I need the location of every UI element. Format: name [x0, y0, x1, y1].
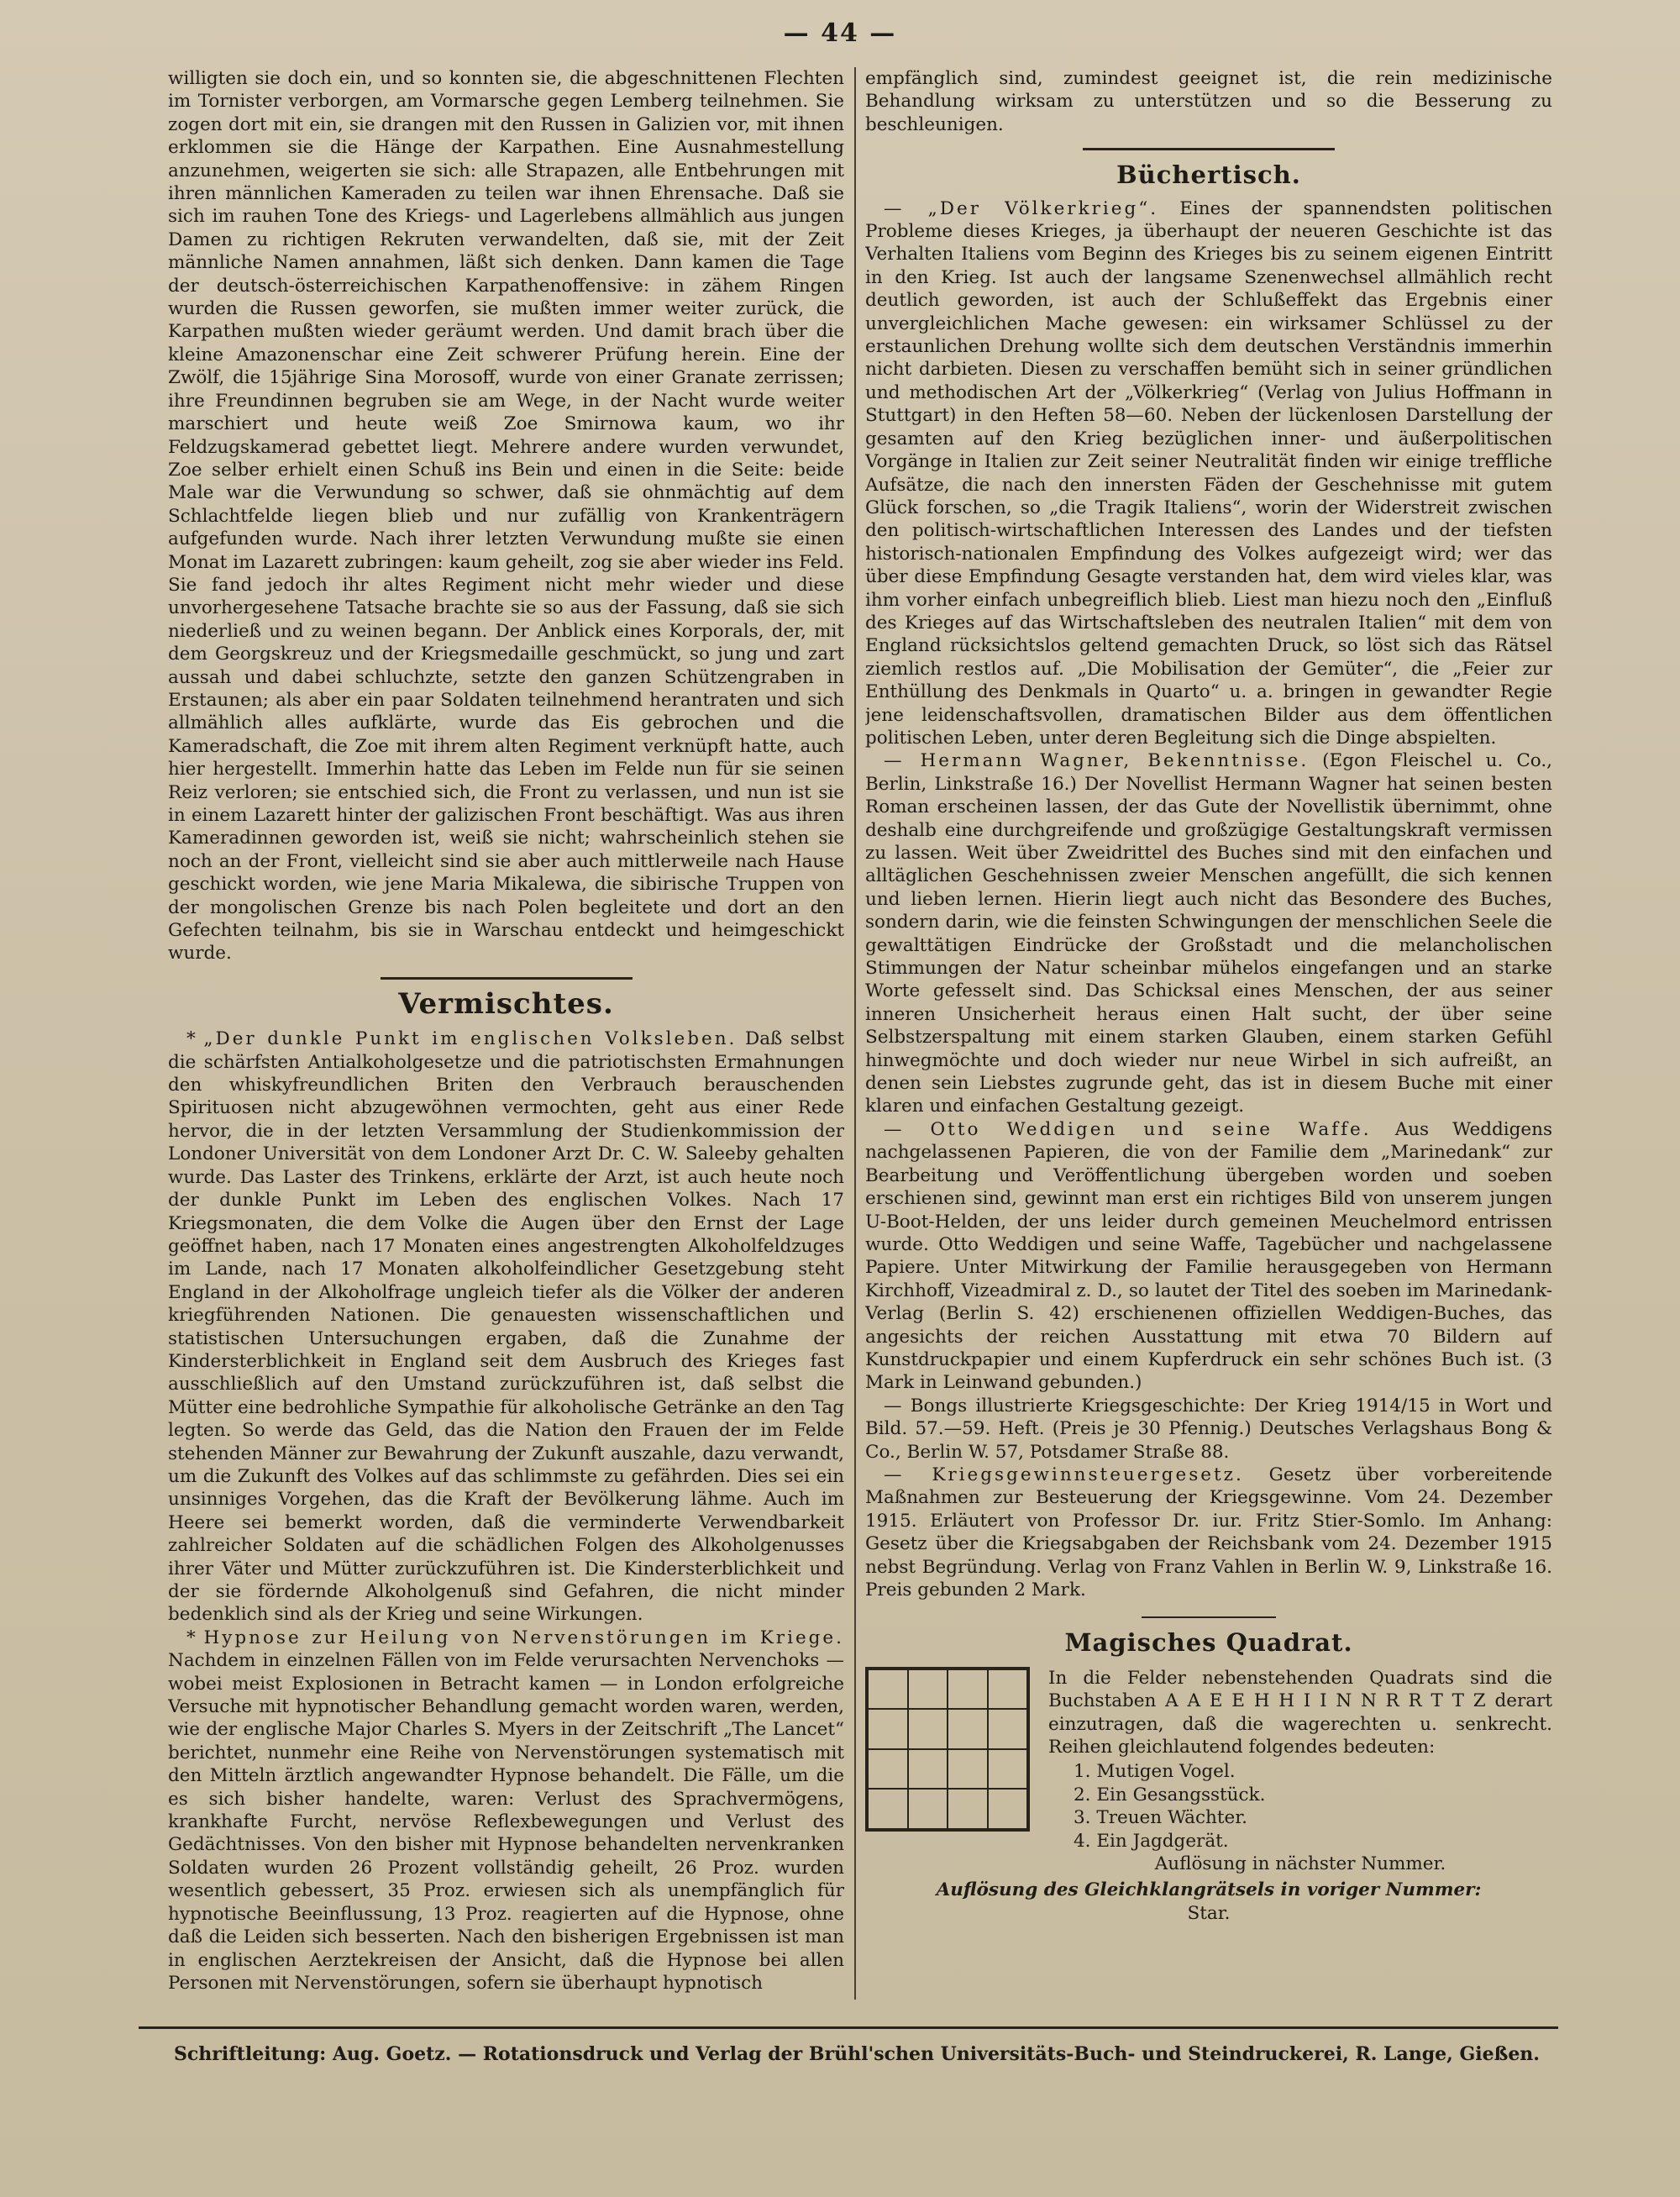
- previous-solution-label: Auflösung des Gleichklangrätsels in voriger Nummer:: [936, 1879, 1482, 1901]
- footer-divider: [139, 2026, 1558, 2029]
- puzzle-clue: 3. Treuen Wächter.: [1074, 1807, 1247, 1829]
- book-review-body: Aus Weddigens nachgelassenen Papieren, die von der Familie dem „Marinedank“ zur Bearbeitung und Veröffentlichung übergeben worden und soeben erschienen sind, gewinnt man erst ein richtiges Bild von unserem jungen U-Boot-Helden, der uns leider durch gemeinen Meuchelmord entrissen wurde. Otto Weddigen und seine Waffe, Tagebücher und nachgelassene Papiere. Unter Mitwirkung der Familie herausgegeben von Hermann Kirchhoff, Vizeadmiral z. D., so lautet der Titel des soeben im Marinedank-Verlag (Berlin S. 42) erschienenen offiziellen Weddigen-Buches, das angesichts der reichen Ausstattung mit etwa 70 Bildern auf Kunstdruckpapier und einem Kupferdruck ein sehr schönes Buch ist. (3 Mark in Leinwand gebunden.): [865, 1118, 1552, 1394]
- magic-square-puzzle: [865, 1667, 1552, 1876]
- previous-solution-answer: Star.: [1187, 1902, 1231, 1924]
- news-item-alcohol: * „Der dunkle Punkt im englischen Volksleben. Daß selbst die schärfsten Antialkoholgesetze und die patriotischsten Ermahnungen den whiskyfreundlichen Briten den Verbrauch berauschenden Spirituosen nicht abzugewöhnen vermochten, geht aus einer Rede hervor, die in der letzten Versammlung der Studienkommission der Londoner Universität von dem Londoner Arzt Dr. C. W. Saleeby gehalten wurde. Das Laster des Trinkens, erklärte der Arzt, ist auch heute noch der dunkle Punkt im Leben des englischen Volkes. Nach 17 Kriegsmonaten, die dem Volke die Augen über den Ernst der Lage geöffnet haben, nach 17 Monaten eines angestrengten Alkoholfeldzuges im Lande, nach 17 Monaten alkoholfeindlicher Gesetzgebung steht England in der Alkoholfrage ungleich tiefer als die Völker der anderen kriegführenden Nationen. Die genauesten wissenschaftlichen und statistischen Untersuchungen ergaben, daß die Zunahme der Kindersterblichkeit in England seit dem Ausbruch des Krieges fast ausschließlich auf den Umstand zurückzuführen ist, daß selbst die Mütter eine bedrohliche Sympathie für alkoholische Getränke an den Tag legten. So werde das Geld, das die Nation den Frauen der im Felde stehenden Männer zur Bewahrung der Zukunft auszahle, dazu verwandt, um die Zukunft des Volkes auf das schlimmste zu gefährden. Dies sei ein unsinniges Vorgehen, das die Kraft der Bevölkerung lähme. Auch im Heere sei bemerkt worden, daß die verminderte Verwendbarkeit zahlreicher Soldaten auf die schädlichen Folgen des Alkoholgenusses ihrer Väter und Mütter zurückzuführen ist. Die Kindersterblichkeit und der sie fördernde Alkoholgenuß sind Gefahren, die nicht minder bedenklich sind als der Krieg und seine Wirkungen.: [168, 1028, 844, 1626]
- book-review-weddigen: [865, 1118, 1552, 1395]
- puzzle-solution-note: Auflösung in nächster Nummer.: [1154, 1853, 1446, 1875]
- book-review-title: — Hermann Wagner, Bekenntnisse.: [884, 750, 1310, 772]
- grid-cell: [948, 1789, 988, 1829]
- book-review-body: (Egon Fleischel u. Co., Berlin, Linkstraße 16.) Der Novellist Hermann Wagner hat seinen besten Roman erscheinen lassen, der das Gute der Novellistik übernimmt, ohne deshalb eine durchgreifende und großzügige Gestaltungskraft vermissen zu lassen. Weit über Zweidrittel des Buches sind mit den einfachen und alltäglichen Geschehnissen zweier Menschen angefüllt, die sich kennen und lieben lernen. Hierin liegt auch nicht das Besondere des Buches, sondern darin, wie die feinsten Schwingungen der menschlichen Seele die gewalttätigen Eindrücke der Großstadt und die melancholischen Stimmungen der Natur scheinbar mühelos eingefangen und an starke Worte gefesselt sind. Das Schicksal eines Menschen, der aus seiner inneren Unsicherheit heraus einen Halt sucht, der über seine Selbstzerspaltung mit einem starken Glauben, einem starken Gefühl hinwegmöchte und doch wieder nur neue Wirbel in sich aufreißt, an denen sein Liebstes zugrunde geht, das ist in diesem Buche mit einer klaren und einfachen Gestaltung gezeigt.: [865, 750, 1552, 1117]
- imprint-footer: Schriftleitung: Aug. Goetz. — Rotationsdruck und Verlag der Brühl'schen Universitäts-Buch- und Steindruckerei, R. Lange, Gießen.: [174, 2043, 1540, 2065]
- grid-cell: [948, 1669, 988, 1710]
- section-divider: [381, 977, 633, 980]
- magic-square-grid: [865, 1667, 1030, 1832]
- puzzle-clue: 4. Ein Jagdgerät.: [1074, 1830, 1229, 1852]
- book-review-title: — Kriegsgewinnsteuergesetz.: [884, 1464, 1244, 1485]
- book-review-bong: — Bongs illustrierte Kriegsgeschichte: Der Krieg 1914/15 in Wort und Bild. 57.—59. Heft. (Preis je 30 Pfennig.) Deutsches Verlagshaus Bong & Co., Berlin W. 57, Potsdamer Straße 88.: [865, 1395, 1552, 1463]
- section-heading-buechertisch: Büchertisch.: [1116, 160, 1301, 190]
- book-review-title: — Otto Weddigen und seine Waffe.: [884, 1118, 1372, 1140]
- section-divider: [1142, 1616, 1276, 1618]
- grid-cell: [868, 1749, 908, 1790]
- section-divider: [1083, 148, 1335, 150]
- grid-cell: [948, 1709, 988, 1749]
- grid-cell: [908, 1749, 948, 1790]
- news-item-body: Daß selbst die schärfsten Antialkoholgesetze und die patriotischsten Ermahnungen den whiskyfreundlichen Briten den Verbrauch berauschenden Spirituosen nicht abzugewöhnen vermochten, geht aus einer Rede hervor, die in der letzten Versammlung der Studienkommission der Londoner Universität von dem Londoner Arzt Dr. C. W. Saleeby gehalten wurde. Das Laster des Trinkens, erklärte der Arzt, ist auch heute noch der dunkle Punkt im Leben des englischen Volkes. Nach 17 Kriegsmonaten, die dem Volke die Augen über den Ernst der Lage geöffnet haben, nach 17 Monaten eines angestrengten Alkoholfeldzuges im Lande, nach 17 Monaten alkoholfeindlicher Gesetzgebung steht England in der Alkoholfrage ungleich tiefer als die Völker der anderen kriegführenden Nationen. Die genauesten wissenschaftlichen und statistischen Untersuchungen ergaben, daß die Zunahme der Kindersterblichkeit in England seit dem Ausbruch des Krieges fast ausschließlich auf den Umstand zurückzuführen ist, daß selbst die Mütter eine bedrohliche Sympathie für alkoholische Getränke an den Tag legten. So werde das Geld, das die Nation den Frauen der im Felde stehenden Männer zur Bewahrung der Zukunft auszahle, dazu verwandt, um die Zukunft des Volkes auf das schlimmste zu gefährden. Dies sei ein unsinniges Vorgehen, das die Kraft der Bevölkerung lähme. Auch im Heere sei bemerkt worden, daß die verminderte Verwendbarkeit zahlreicher Soldaten auf die schädlichen Folgen des Alkoholgenusses ihrer Väter und Mütter zurückzuführen ist. Die Kindersterblichkeit und der sie fördernde Alkoholgenuß sind Gefahren, die nicht minder bedenklich sind als der Krieg und seine Wirkungen.: [168, 1028, 844, 1626]
- puzzle-clues: [1074, 1760, 1552, 1853]
- grid-cell: [908, 1789, 948, 1829]
- puzzle-clue: 1. Mutigen Vogel.: [1074, 1761, 1236, 1783]
- grid-cell: [948, 1749, 988, 1790]
- left-column: [168, 67, 844, 2029]
- grid-cell: [908, 1709, 948, 1749]
- page-number: — 44 —: [783, 18, 897, 48]
- grid-cell: [868, 1669, 908, 1710]
- grid-cell: [988, 1789, 1028, 1829]
- book-review-wagner: [865, 749, 1552, 1118]
- grid-cell: [988, 1709, 1028, 1749]
- grid-cell: [988, 1669, 1028, 1710]
- grid-cell: [908, 1669, 948, 1710]
- news-item-body: Nachdem in einzelnen Fällen von im Felde verursachten Nervenchoks — wobei meist Explosionen in Betracht kamen — in London erfolgreiche Versuche mit hypnotischer Behandlung gemacht worden waren, werden, wie der englische Major Charles S. Myers in der Zeitschrift „The Lancet“ berichtet, nunmehr eine Reihe von Nervenstörungen systematisch mit den Mitteln ärztlich angewandter Hypnose behandelt. Die Fälle, um die es sich bisher handelte, waren: Verlust des Sprachvermögens, krankhafte Furcht, nervöse Reflexbewegungen und Verlust des Gedächtnisses. Von den bisher mit Hypnose behandelten nervenkranken Soldaten wurden 26 Prozent vollständig geheilt, 26 Proz. wurden wesentlich gebessert, 35 Proz. erwiesen sich als unempfänglich für hypnotische Beeinflussung, 13 Proz. reagierten auf die Hypnose, ohne daß die Leiden sich besserten. Nach den bisherigen Ergebnissen ist man in englischen Aerztekreisen der Ansicht, daß die Hypnose bei allen Personen mit Nervenstörungen, sofern sie überhaupt hypnotisch: [168, 1650, 844, 1994]
- section-heading-vermischtes: Vermischtes.: [398, 986, 614, 1021]
- grid-cell: [868, 1709, 908, 1749]
- puzzle-intro: In die Felder nebenstehenden Quadrats sind die Buchstaben A A E E H H I I N N R R T T Z derart einzutragen, daß die wagerechten u. senkrecht. Reihen gleichlautend folgendes bedeuten:: [1048, 1667, 1552, 1758]
- book-review-voelkerkrieg: [865, 197, 1552, 750]
- puzzle-heading: Magisches Quadrat.: [1064, 1628, 1353, 1658]
- puzzle-clue: 2. Ein Gesangsstück.: [1074, 1784, 1266, 1805]
- column-rule: [854, 67, 856, 2000]
- grid-cell: [988, 1749, 1028, 1790]
- puzzle-instructions: [1048, 1667, 1552, 1876]
- right-column: [865, 67, 1552, 2029]
- news-item-title: „Der dunkle Punkt im englischen Volksleben.: [203, 1028, 738, 1050]
- book-review-title: — „Der Völkerkrieg“.: [884, 197, 1159, 219]
- article-continuation: willigten sie doch ein, und so konnten sie, die abgeschnittenen Flechten im Tornister verborgen, am Vormarsche gegen Lemberg teilnehmen. Sie zogen dort mit ein, sie drangen mit den Russen in Galizien vor, mit ihnen erklommen sie die Hänge der Karpathen. Eine Ausnahmestellung anzunehmen, weigerten sie sich: alle Strapazen, alle Entbehrungen mit ihren männlichen Kameraden zu teilen war ihnen Ehrensache. Daß sie sich im rauhen Tone des Kriegs- und Lagerlebens allmählich aus jungen Damen zu richtigen Rekruten verwandelten, daß sie, mit der Zeit männliche Namen annahmen, läßt sich denken. Dann kamen die Tage der deutsch-österreichischen Karpathenoffensive: in zähem Ringen wurden die Russen geworfen, sie mußten immer weiter zurück, die Karpathen mußten wieder geräumt werden. Und damit brach über die kleine Amazonenschar eine Zeit schwerer Prüfung herein. Eine der Zwölf, die 15jährige Sina Morosoff, wurde von einer Granate zerrissen; ihre Freundinnen begruben sie am Wege, in der Nacht wurde weiter marschiert und heute weiß Zoe Smirnowa kaum, wo ihr Feldzugskamerad gebettet liegt. Mehrere andere wurden verwundet, Zoe selber erhielt einen Schuß ins Bein und einen in die Seite: beide Male war die Verwundung so schwer, daß sie ohnmächtig auf dem Schlachtfelde liegen blieb und nur zufällig von Krankenträgern aufgefunden wurde. Nach ihrer letzten Verwundung mußte sie einen Monat im Lazarett zubringen: kaum geheilt, zog sie aber wieder ins Feld. Sie fand jedoch ihr altes Regiment nicht mehr wieder und diese unvorhergesehene Tatsache brachte sie so aus der Fassung, daß sie sich niederließ und zu weinen begann. Der Anblick eines Korporals, der, mit dem Georgskreuz und der Kriegsmedaille geschmückt, so jung und zart aussah und dabei schluchzte, setzte den ganzen Schützengraben in Erstaunen; als aber ein paar Soldaten teilnehmend herantraten und sich allmählich alles aufklärte, wurde das Eis gebrochen und die Kameradschaft, die Zoe mit ihrem alten Regiment verknüpft hatte, auch hier hergestellt. Immerhin hatte das Leben im Felde nun für sie seinen Reiz verloren; sie entschied sich, die Front zu verlassen, und nun ist sie in einem Lazarett hinter der galizischen Front beschäftigt. Was aus ihren Kameradinnen geworden ist, weiß sie nicht; wahrscheinlich stehen sie noch an der Front, vielleicht sind sie aber auch mittlerweile nach Hause geschickt worden, wie jene Maria Mikalewa, die sibirische Truppen von der mongolischen Grenze bis nach Polen begleitete und dort an den Gefechten teilnahm, bis sie in Warschau entdeckt und heimgeschickt wurde.: [168, 68, 844, 964]
- news-item-title: Hypnose zur Heilung von Nervenstörungen im Kriege.: [203, 1627, 844, 1648]
- article-continuation-end: empfänglich sind, zumindest geeignet ist, die rein medizinische Behandlung wirksam zu unterstützen und so die Besserung zu beschleunigen.: [865, 68, 1552, 135]
- grid-cell: [868, 1789, 908, 1829]
- news-item-hypnosis: * Hypnose zur Heilung von Nervenstörungen im Kriege. Nachdem in einzelnen Fällen von im Felde verursachten Nervenchoks — wobei meist Explosionen in Betracht kamen — in London erfolgreiche Versuche mit hypnotischer Behandlung gemacht worden waren, werden, wie der englische Major Charles S. Myers in der Zeitschrift „The Lancet“ berichtet, nunmehr eine Reihe von Nervenstörungen systematisch mit den Mitteln ärztlich angewandter Hypnose behandelt. Die Fälle, um die es sich bisher handelte, waren: Verlust des Sprachvermögens, krankhafte Furcht, nervöse Reflexbewegungen und Verlust des Gedächtnisses. Von den bisher mit Hypnose behandelten nervenkranken Soldaten wurden 26 Prozent vollständig geheilt, 26 Proz. wurden wesentlich gebessert, 35 Proz. erwiesen sich als unempfänglich für hypnotische Beeinflussung, 13 Proz. reagierten auf die Hypnose, ohne daß die Leiden sich besserten. Nach den bisherigen Ergebnissen ist man in englischen Aerztekreisen der Ansicht, daß die Hypnose bei allen Personen mit Nervenstörungen, sofern sie überhaupt hypnotisch: [168, 1627, 844, 1994]
- book-review-body: Eines der spannendsten politischen Probleme dieses Krieges, ja überhaupt der neueren Geschichte ist das Verhalten Italiens vom Beginn des Krieges bis zu seinem eigenen Eintritt in den Krieg. Ist auch der langsame Szenenwechsel allmählich recht deutlich geworden, ist auch der Schlußeffekt das Ergebnis einer unvergleichlichen Mache gewesen: ein wirksamer Schlüssel zu der erstaunlichen Drehung wollte sich dem deutschen Verständnis immerhin nicht darbieten. Diesen zu verschaffen bemüht sich in seiner gründlichen und methodischen Art der „Völkerkrieg“ (Verlag von Julius Hoffmann in Stuttgart) in den Heften 58—60. Neben der lückenlosen Darstellung der gesamten auf den Krieg bezüglichen inner- und äußerpolitischen Vorgänge in Italien zur Zeit seiner Neutralität finden wir einige treffliche Aufsätze, die nach den innersten Fäden der Geschehnisse mit gutem Glück forschen, so „die Tragik Italiens“, worin der Widerstreit zwischen den politisch-wirtschaftlichen Interessen des Landes und der tiefsten historisch-nationalen Empfindung des Volkes aufgezeigt wird; wer das über diese Empfindung Gesagte verstanden hat, dem wird vieles klar, was ihm vorher einfach unbegreiflich blieb. Liest man hiezu noch den „Einfluß des Krieges auf das Wirtschaftsleben des neutralen Italien“ mit dem von England rücksichtslos geltend gemachten Druck, so löst sich das Rätsel ziemlich restlos auf. „Die Mobilisation der Gemüter“, die „Feier zur Enthüllung des Denkmals in Quarto“ u. a. bringen in gewandter Regie jene leidenschaftsvollen, dramatischen Bilder aus dem öffentlichen politischen Leben, unter deren Begleitung sich die Dinge abspielten.: [865, 197, 1552, 749]
- book-review-kriegsgewinn: [865, 1464, 1552, 1601]
- book-review-body: Gesetz über vorbereitende Maßnahmen zur Besteuerung der Kriegsgewinne. Vom 24. Dezember 1915. Erläutert von Professor Dr. iur. Fritz Stier-Somlo. Im Anhang: Gesetz über die Kriegsabgaben der Reichsbank vom 24. Dezember 1915 nebst Begründung. Verlag von Franz Vahlen in Berlin W. 9, Linkstraße 16. Preis gebunden 2 Mark.: [865, 1464, 1552, 1600]
